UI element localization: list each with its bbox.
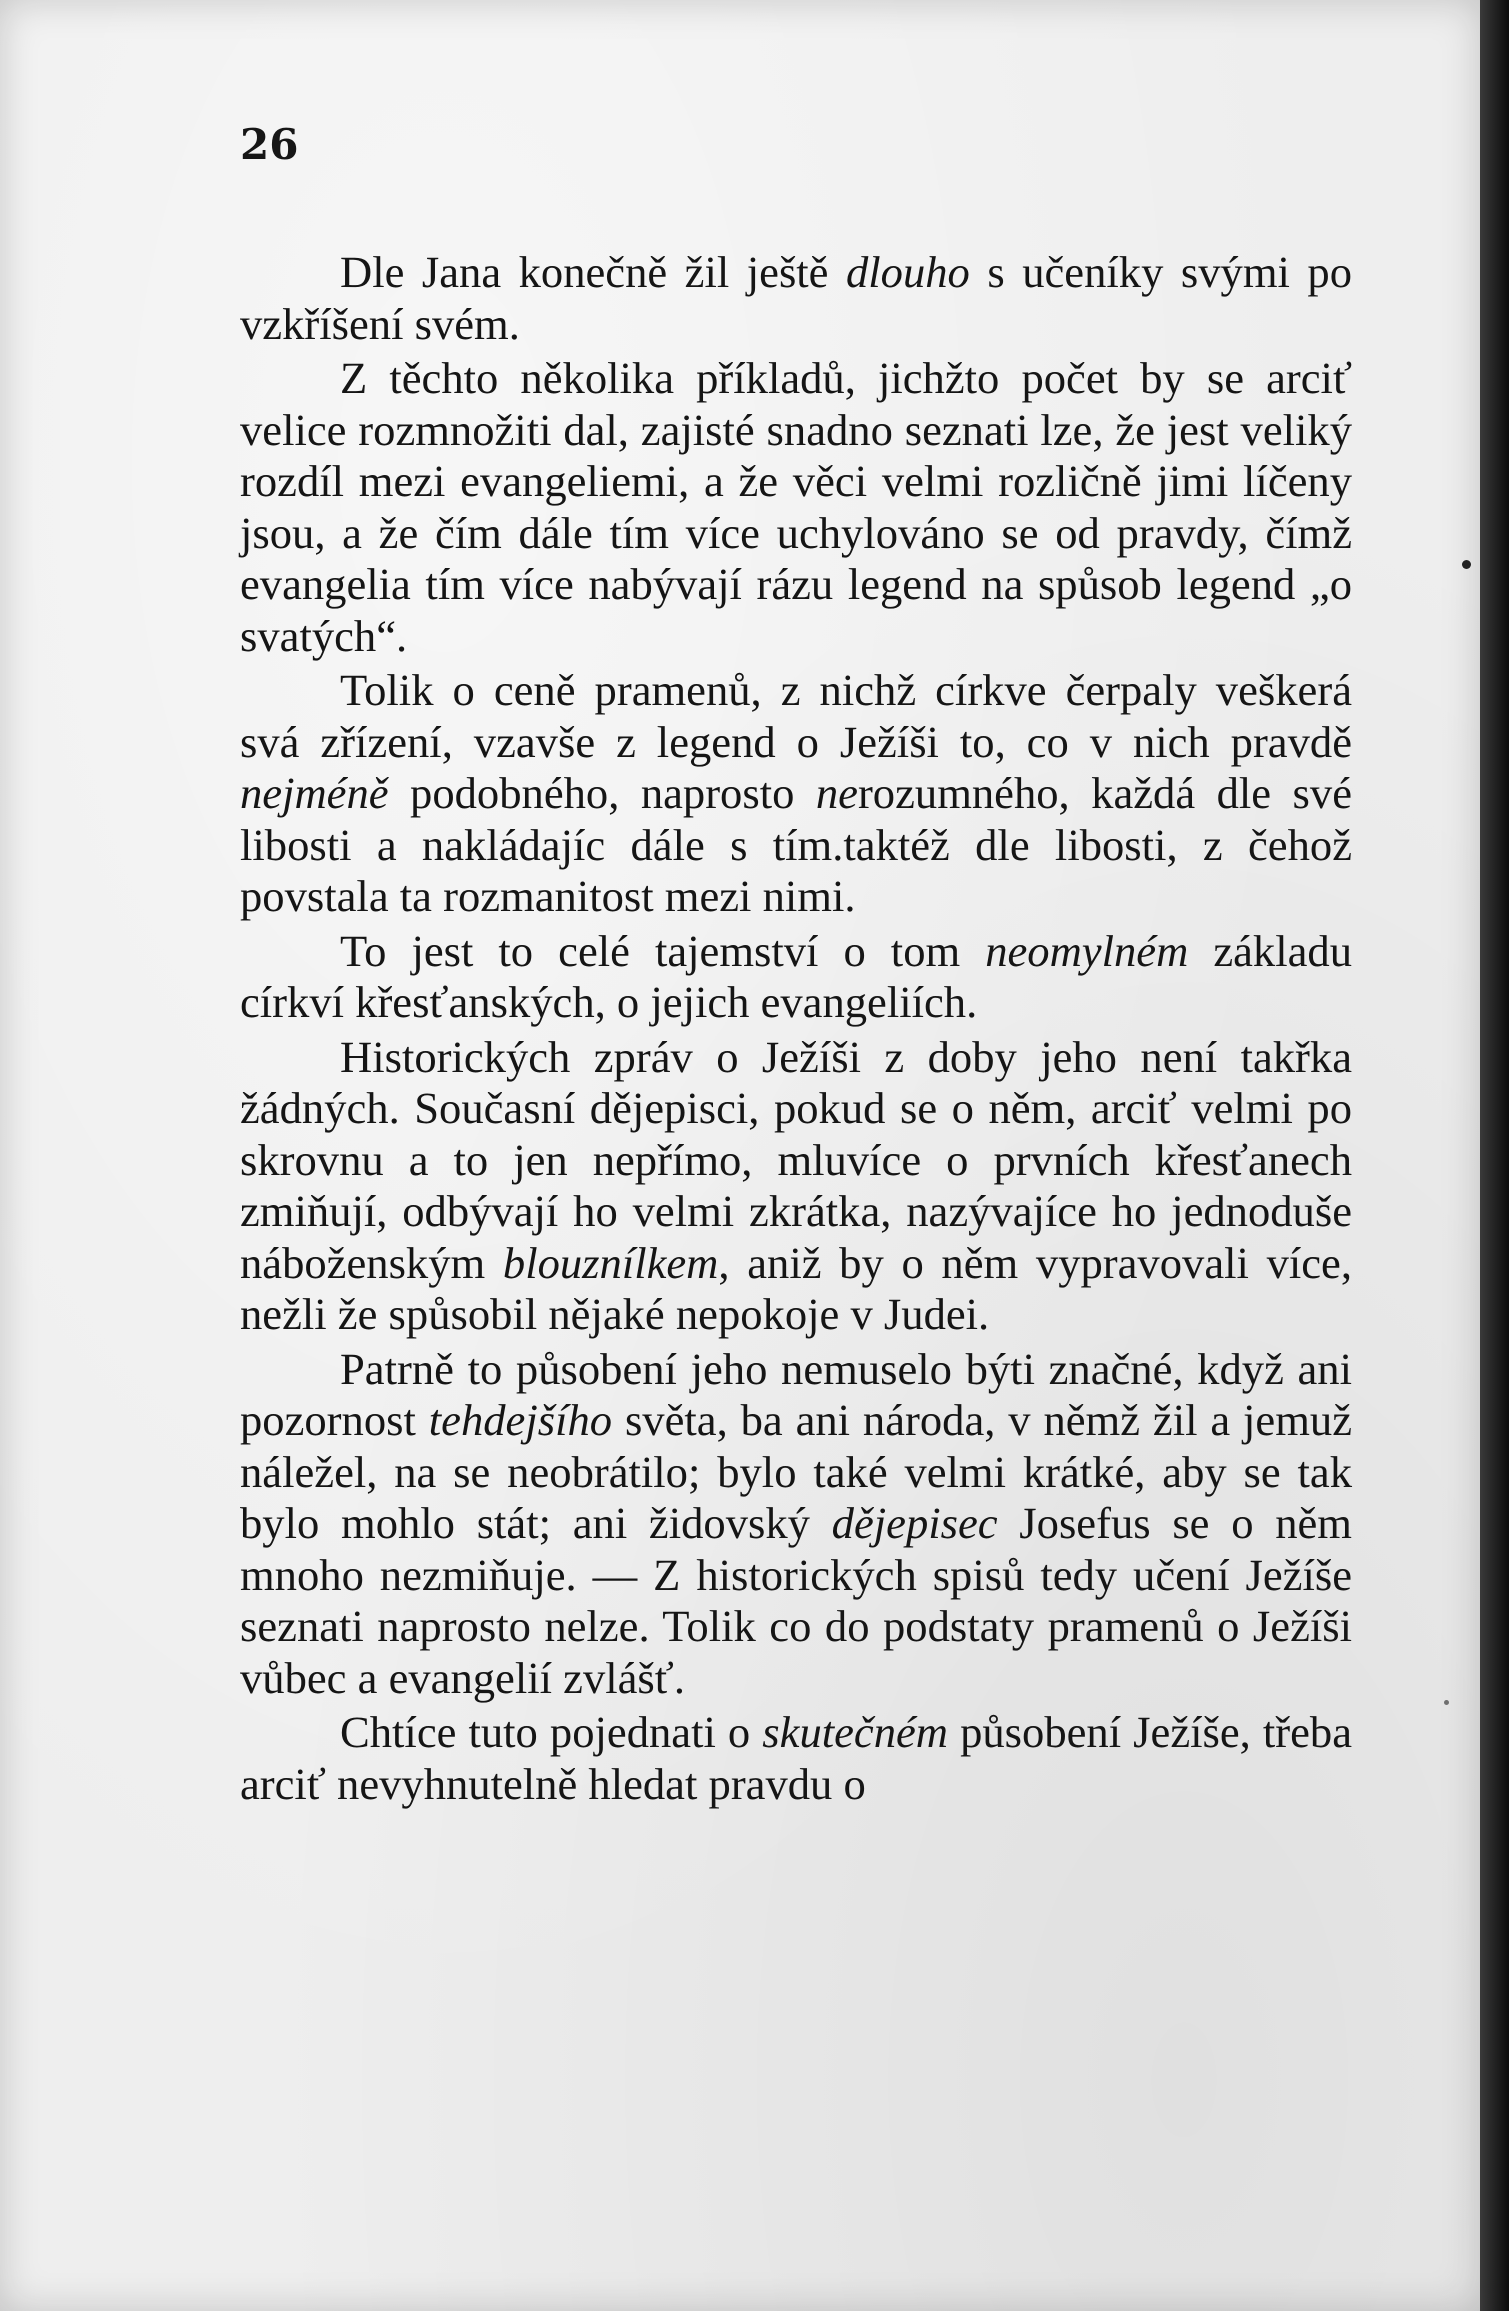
paragraph [240, 665, 1352, 923]
text-run: , aniž by o něm vypravovali více, nežli že spůsobil nějaké nepokoje v Judei. [240, 1237, 1352, 1339]
text-run: To jest to celé tajemství o tom [340, 925, 986, 976]
emphasized-text: neomylném [985, 925, 1189, 976]
paragraph [240, 926, 1352, 1029]
paragraph [240, 1344, 1352, 1705]
text-run: podobného, naprosto [388, 768, 816, 818]
emphasized-text: blouznílkem [502, 1237, 719, 1288]
page-edge-shadow [1480, 0, 1509, 2311]
text-run: světa, ba ani národa, v němž žil a jemuž náležel, na se neobrátilo; bylo také velmi krátké, aby se tak bylo mohlo stát; ani židovský [240, 1395, 1353, 1548]
text-run: základu církví křesťanských, o jejich evangeliích. [240, 925, 1352, 1027]
text-run: Historických zpráv o Ježíši z doby jeho není takřka žádných. Současní dějepisci, pokud se o něm, arciť velmi po skrovnu a to jen nepřímo, mluvíce o prvních křesťanech zmiňují, odbývají ho velmi zkrátka, nazývajíce ho jednoduše náboženským [240, 1031, 1352, 1288]
text-run: Dle Jana konečně žil ještě [340, 247, 846, 297]
emphasized-text: ne [815, 768, 858, 818]
print-speck [1462, 560, 1471, 569]
emphasized-text: dlouho [845, 247, 970, 297]
page-number: 26 [240, 120, 299, 169]
emphasized-text: tehdejšího [428, 1395, 613, 1445]
paragraph [240, 353, 1352, 662]
text-run: Z těchto několika příkladů, jichžto počet by se arciť velice rozmnožiti dal, zajisté snadno seznati lze, že jest veliký rozdíl mezi evangeliemi, a že věci velmi rozličně jimi líčeny jsou, a že čím dále tím více uchylováno se od pravdy, čímž evangelia tím více nabývají rázu legend na spůsob legend „o svatých“. [240, 353, 1352, 661]
emphasized-text: nejméně [240, 768, 389, 818]
text-run: působení Ježíše, třeba arciť nevyhnutelně hledat pravdu o [240, 1707, 1352, 1809]
text-run: Patrně to působení jeho nemuselo býti značné, když ani pozornost [240, 1343, 1352, 1445]
print-speck [1444, 1700, 1449, 1705]
emphasized-text: dějepisec [831, 1498, 998, 1548]
paragraph [240, 1707, 1352, 1810]
text-run: rozumného, každá dle své libosti a nakládajíc dále s tím.taktéž dle libosti, z čehož povstala ta rozmanitost mezi nimi. [240, 768, 1352, 921]
text-run: Chtíce tuto pojednati o [340, 1707, 763, 1757]
text-run: Tolik o ceně pramenů, z nichž církve čerpaly veškerá svá zřízení, vzavše z legend o Ježíši to, co v nich pravdě [240, 665, 1352, 767]
body-text [240, 247, 1352, 1810]
text-run: s učeníky svými po vzkříšení svém. [240, 247, 1352, 349]
text-run: Josefus se o něm mnoho nezmiňuje. — Z historických spisů tedy učení Ježíše seznati naprosto nelze. Tolik co do podstaty pramenů o Ježíši vůbec a evangelií zvlášť. [240, 1498, 1352, 1703]
paragraph [240, 247, 1352, 350]
emphasized-text: skutečném [762, 1707, 949, 1757]
paragraph [240, 1032, 1352, 1341]
